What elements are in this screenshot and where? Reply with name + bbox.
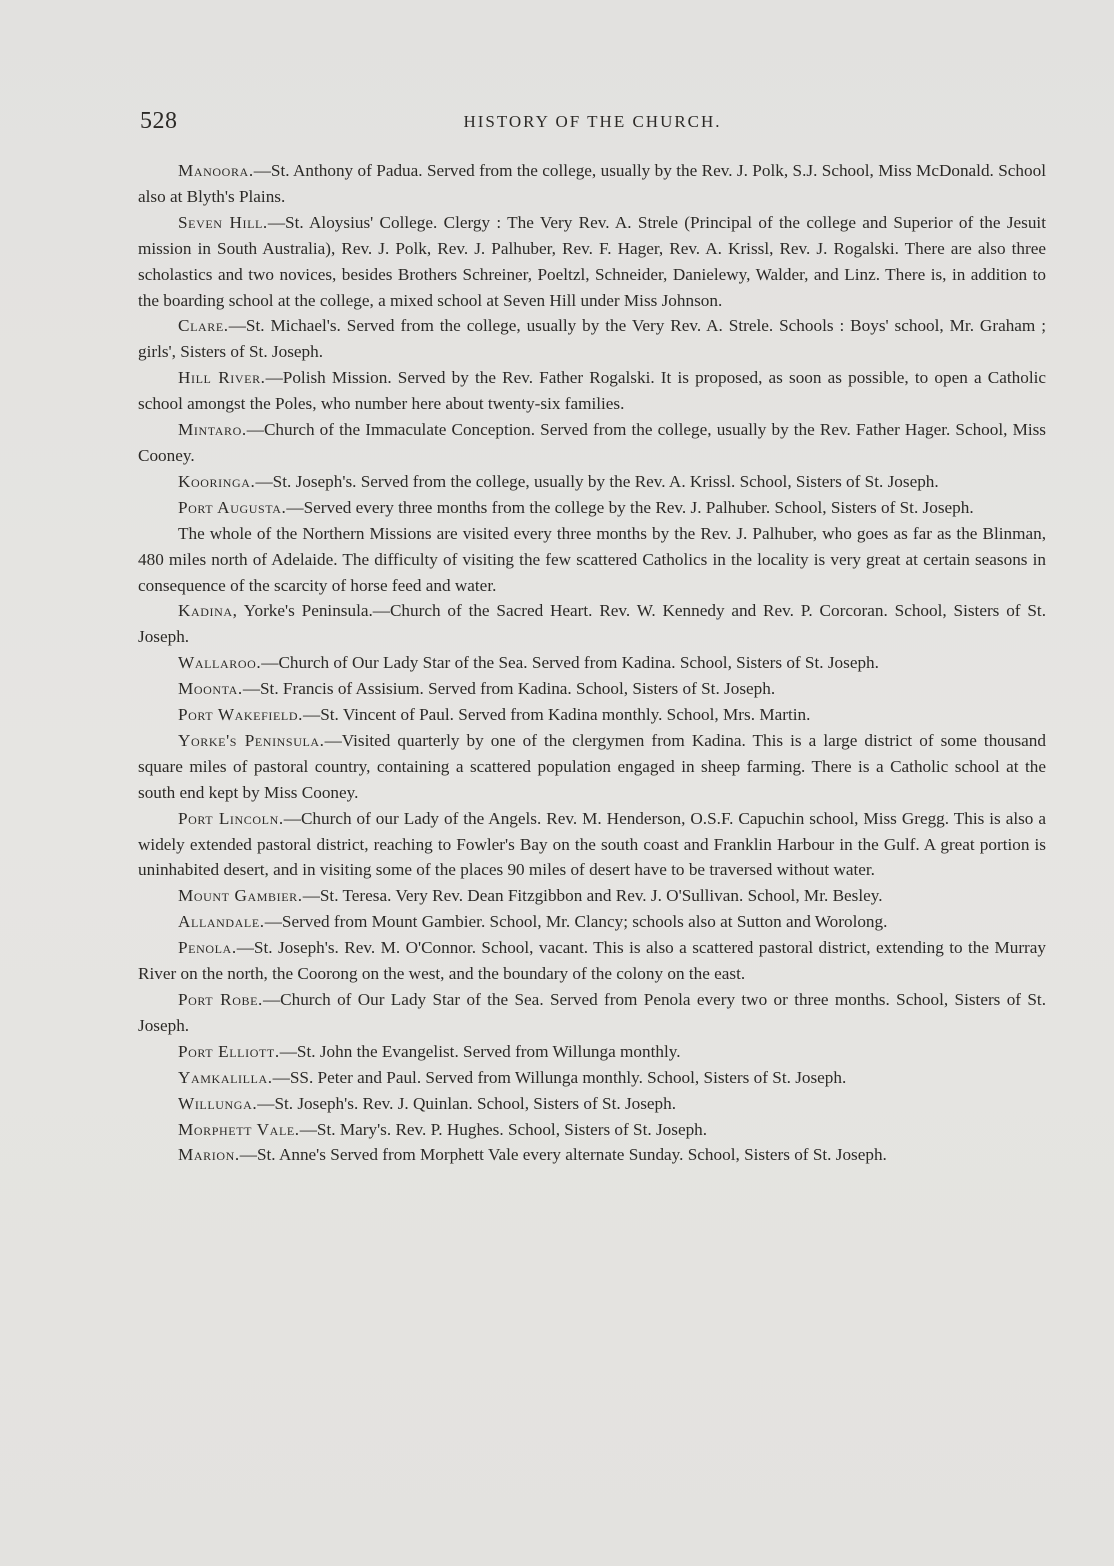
- place-name: Port Lincoln.: [178, 808, 284, 828]
- parish-entry: [138, 417, 1046, 469]
- entry-text: —St. Anthony of Padua. Served from the college, usually by the Rev. J. Polk, S.J. School, Miss McDonald. School also at Blyth's Plains.: [138, 161, 1046, 206]
- place-name: Hill River.: [178, 368, 266, 388]
- entry-text: —Church of our Lady of the Angels. Rev. M. Henderson, O.S.F. Capuchin school, Miss Gregg. This is also a widely extended pastoral district, reaching to Fowler's Bay on the south coast and Franklin Harbour in the Gulf. A great portion is uninhabited desert, and in visiting some of the places 90 miles of desert have to be traversed without water.: [138, 808, 1046, 880]
- place-name: Seven Hill.: [178, 212, 268, 232]
- parish-entries: [138, 158, 1046, 1168]
- place-name: Yorke's Peninsula.: [178, 730, 325, 750]
- entry-text: —Church of the Immaculate Conception. Served from the college, usually by the Rev. Father Hager. School, Miss Cooney.: [138, 420, 1046, 465]
- parish-entry: [138, 521, 1046, 599]
- place-name: Penola.: [178, 938, 237, 958]
- entry-text: —St. Joseph's. Rev. J. Quinlan. School, Sisters of St. Joseph.: [257, 1093, 677, 1113]
- entry-text: —St. Vincent of Paul. Served from Kadina monthly. School, Mrs. Martin.: [303, 705, 811, 725]
- entry-text: —SS. Peter and Paul. Served from Willunga monthly. School, Sisters of St. Joseph.: [272, 1067, 847, 1087]
- page-header: [140, 108, 1045, 138]
- parish-entry: [138, 728, 1046, 806]
- place-name: Port Elliott.: [178, 1041, 280, 1061]
- parish-entry: [138, 702, 1046, 728]
- place-name: Mintaro.: [178, 420, 247, 440]
- parish-entry: [138, 158, 1046, 210]
- parish-entry: [138, 1091, 1046, 1117]
- parish-entry: [138, 365, 1046, 417]
- entry-text: —Visited quarterly by one of the clergymen from Kadina. This is a large district of some thousand square miles of pastoral country, containing a scattered population engaged in sheep farming. There is a Catholic school at the south end kept by Miss Cooney.: [138, 730, 1046, 802]
- place-name: Clare.: [178, 316, 229, 336]
- entry-text: —St. Mary's. Rev. P. Hughes. School, Sisters of St. Joseph.: [299, 1119, 708, 1139]
- entry-text: —St. Francis of Assisium. Served from Kadina. School, Sisters of St. Joseph.: [242, 679, 776, 699]
- parish-entry: [138, 909, 1046, 935]
- parish-entry: [138, 598, 1046, 650]
- running-title: HISTORY OF THE CHURCH.: [463, 112, 722, 131]
- entry-text: —St. Joseph's. Rev. M. O'Connor. School, vacant. This is also a scattered pastoral district, extending to the Murray River on the north, the Coorong on the west, and the boundary of the colony on the east.: [138, 938, 1046, 984]
- entry-text: —Served from Mount Gambier. School, Mr. Clancy; schools also at Sutton and Worolong.: [264, 912, 888, 932]
- entry-text: —St. Michael's. Served from the college, usually by the Very Rev. A. Strele. Schools : Boys' school, Mr. Graham ; girls', Sisters of St. Joseph.: [138, 316, 1046, 362]
- parish-entry: [138, 1065, 1046, 1091]
- parish-entry: [138, 1142, 1046, 1168]
- parish-entry: [138, 987, 1046, 1039]
- place-name: Mount Gambier.: [178, 886, 303, 906]
- entry-text: —St. Teresa. Very Rev. Dean Fitzgibbon and Rev. J. O'Sullivan. School, Mr. Besley.: [302, 886, 883, 906]
- place-name: Wallaroo.: [178, 653, 262, 673]
- parish-entry: [138, 1039, 1046, 1065]
- parish-entry: [138, 1117, 1046, 1143]
- parish-entry: [138, 469, 1046, 495]
- entry-text: Yorke's Peninsula.—Church of the Sacred Heart. Rev. W. Kennedy and Rev. P. Corcoran. School, Sisters of St. Joseph.: [138, 601, 1046, 647]
- place-name: Marion.: [178, 1145, 240, 1165]
- parish-entry: [138, 676, 1046, 702]
- entry-text: The whole of the Northern Missions are visited every three months by the Rev. J. Palhuber, who goes as far as the Blinman, 480 miles north of Adelaide. The difficulty of visiting the few scattered Catholics in the locality is very great at certain seasons in consequence of the scarcity of horse feed and water.: [138, 523, 1046, 595]
- place-name: Moonta.: [178, 679, 243, 699]
- place-name: Manoora.: [178, 161, 254, 180]
- page-number: 528: [140, 108, 178, 134]
- place-name: Willunga.: [178, 1093, 258, 1113]
- place-name: Morphett Vale.: [178, 1119, 300, 1139]
- parish-entry: [138, 495, 1046, 521]
- parish-entry: [138, 650, 1046, 676]
- place-name: Port Robe.: [178, 990, 263, 1009]
- place-name: Port Wakefield.: [178, 705, 304, 725]
- entry-text: —Polish Mission. Served by the Rev. Father Rogalski. It is proposed, as soon as possible, to open a Catholic school amongst the Poles, who number here about twenty-six families.: [138, 368, 1046, 414]
- entry-text: —Served every three months from the college by the Rev. J. Palhuber. School, Sisters of St. Joseph.: [286, 497, 974, 517]
- place-name: Kadina,: [178, 601, 238, 621]
- entry-text: —St. Anne's Served from Morphett Vale every alternate Sunday. School, Sisters of St. Joseph.: [239, 1145, 887, 1165]
- parish-entry: [138, 806, 1046, 884]
- place-name: Allandale.: [178, 912, 265, 932]
- entry-text: —St. John the Evangelist. Served from Willunga monthly.: [279, 1041, 681, 1061]
- entry-text: —St. Joseph's. Served from the college, usually by the Rev. A. Krissl. School, Sisters of St. Joseph.: [255, 471, 939, 491]
- parish-entry: [138, 883, 1046, 909]
- entry-text: —Church of Our Lady Star of the Sea. Served from Kadina. School, Sisters of St. Joseph.: [261, 653, 879, 673]
- entry-text: —St. Aloysius' College. Clergy : The Very Rev. A. Strele (Principal of the college and Superior of the Jesuit mission in South Australia), Rev. J. Polk, Rev. J. Palhuber, Rev. F. Hager, Rev. A. Krissl, Rev. J. Rogalski. There are also three scholastics and two novices, besides Brothers Schreiner, Poeltzl, Schneider, Danielewy, Walder, and Linz. There is, in addition to the boarding school at the college, a mixed school at Seven Hill under Miss Johnson.: [138, 212, 1046, 310]
- place-name: Port Augusta.: [178, 497, 287, 517]
- place-name: Yamkalilla.: [178, 1067, 273, 1087]
- parish-entry: [138, 210, 1046, 314]
- parish-entry: [138, 935, 1046, 987]
- parish-entry: [138, 313, 1046, 365]
- entry-text: —Church of Our Lady Star of the Sea. Served from Penola every two or three months. School, Sisters of St. Joseph.: [138, 990, 1046, 1035]
- place-name: Kooringa.: [178, 471, 256, 491]
